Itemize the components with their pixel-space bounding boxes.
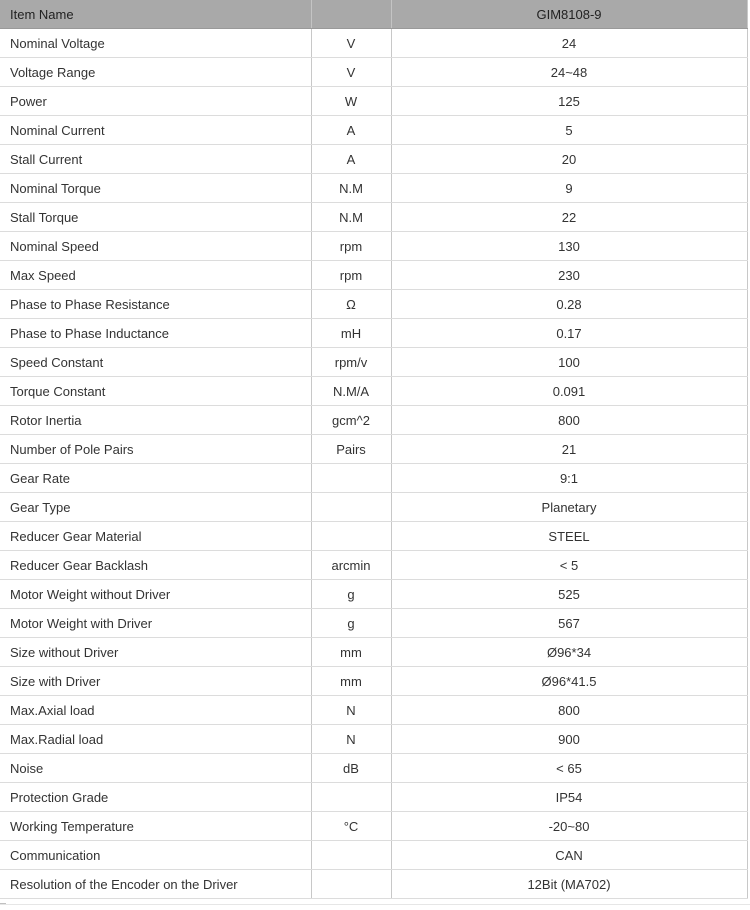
spec-item-name: Working Temperature [0,812,311,841]
spec-value: STEEL [391,522,747,551]
spec-item-name: Nominal Current [0,116,311,145]
table-row [0,29,747,58]
spec-value: 24~48 [391,58,747,87]
spec-item-name: Motor Weight without Driver [0,580,311,609]
spec-value: 125 [391,87,747,116]
spec-item-name: Number of Pole Pairs [0,435,311,464]
spec-unit: Pairs [311,435,391,464]
spec-unit [311,870,391,899]
spec-unit: N.M [311,174,391,203]
header-model: GIM8108-9 [391,0,747,29]
spec-unit: V [311,58,391,87]
spec-item-name: Motor Weight with Driver [0,609,311,638]
table-row [0,348,747,377]
spec-value: 525 [391,580,747,609]
table-row [0,870,747,899]
spec-value: 22 [391,203,747,232]
table-row [0,522,747,551]
table-row [0,754,747,783]
spec-value: 0.17 [391,319,747,348]
spec-item-name: Size without Driver [0,638,311,667]
spec-value: 21 [391,435,747,464]
spec-item-name: Torque Constant [0,377,311,406]
spec-unit: A [311,145,391,174]
spec-value: 0.28 [391,290,747,319]
spec-value: 0.091 [391,377,747,406]
spec-unit: mH [311,319,391,348]
table-row [0,841,747,870]
table-row [0,290,747,319]
spec-item-name: Size with Driver [0,667,311,696]
spec-value: < 5 [391,551,747,580]
spec-unit: N.M/A [311,377,391,406]
table-row [0,377,747,406]
table-row [0,406,747,435]
table-row [0,464,747,493]
spec-unit [311,464,391,493]
spec-value: 24 [391,29,747,58]
corner-mark [0,903,6,904]
spec-value: 9:1 [391,464,747,493]
header-item-name: Item Name [0,0,311,29]
header-unit [311,0,391,29]
spec-unit [311,783,391,812]
table-row [0,783,747,812]
table-row [0,203,747,232]
spec-value: 800 [391,696,747,725]
table-row [0,812,747,841]
spec-item-name: Speed Constant [0,348,311,377]
spec-item-name: Power [0,87,311,116]
spec-unit: N [311,725,391,754]
table-row [0,87,747,116]
table-row [0,725,747,754]
table-row [0,493,747,522]
spec-unit: mm [311,638,391,667]
spec-unit: rpm/v [311,348,391,377]
spec-unit: N [311,696,391,725]
spec-unit: gcm^2 [311,406,391,435]
table-row [0,435,747,464]
table-row [0,551,747,580]
spec-item-name: Stall Current [0,145,311,174]
spec-item-name: Reducer Gear Material [0,522,311,551]
spec-value: 900 [391,725,747,754]
spec-value: Planetary [391,493,747,522]
header-row [0,0,747,29]
spec-unit: °C [311,812,391,841]
spec-unit: g [311,609,391,638]
spec-item-name: Nominal Torque [0,174,311,203]
spec-value: -20~80 [391,812,747,841]
spec-value: 5 [391,116,747,145]
spec-unit: rpm [311,232,391,261]
spec-item-name: Nominal Voltage [0,29,311,58]
spec-item-name: Protection Grade [0,783,311,812]
spec-unit: dB [311,754,391,783]
spec-value: IP54 [391,783,747,812]
table-row [0,609,747,638]
spec-item-name: Phase to Phase Inductance [0,319,311,348]
spec-value: 567 [391,609,747,638]
spec-unit: N.M [311,203,391,232]
spec-item-name: Max.Radial load [0,725,311,754]
spec-unit [311,493,391,522]
spec-unit: mm [311,667,391,696]
spec-unit [311,522,391,551]
spec-unit: arcmin [311,551,391,580]
spec-value: Ø96*41.5 [391,667,747,696]
spec-unit: g [311,580,391,609]
spec-item-name: Resolution of the Encoder on the Driver [0,870,311,899]
spec-item-name: Noise [0,754,311,783]
spec-unit [311,841,391,870]
spec-item-name: Reducer Gear Backlash [0,551,311,580]
table-row [0,232,747,261]
spec-unit: rpm [311,261,391,290]
spec-value: 12Bit (MA702) [391,870,747,899]
table-row [0,261,747,290]
spec-table-body [0,29,747,899]
bottom-divider [0,904,750,905]
table-row [0,174,747,203]
table-row [0,580,747,609]
spec-item-name: Phase to Phase Resistance [0,290,311,319]
spec-value: Ø96*34 [391,638,747,667]
spec-item-name: Gear Rate [0,464,311,493]
spec-item-name: Gear Type [0,493,311,522]
table-row [0,145,747,174]
spec-value: < 65 [391,754,747,783]
spec-value: 230 [391,261,747,290]
table-row [0,696,747,725]
spec-value: 130 [391,232,747,261]
spec-value: 9 [391,174,747,203]
spec-value: 100 [391,348,747,377]
spec-item-name: Nominal Speed [0,232,311,261]
spec-value: CAN [391,841,747,870]
spec-unit: Ω [311,290,391,319]
spec-unit: A [311,116,391,145]
table-row [0,667,747,696]
spec-item-name: Communication [0,841,311,870]
spec-unit: V [311,29,391,58]
spec-value: 800 [391,406,747,435]
table-row [0,638,747,667]
spec-item-name: Voltage Range [0,58,311,87]
spec-value: 20 [391,145,747,174]
spec-table-header [0,0,747,29]
table-row [0,116,747,145]
spec-unit: W [311,87,391,116]
table-row [0,58,747,87]
spec-item-name: Max Speed [0,261,311,290]
spec-item-name: Max.Axial load [0,696,311,725]
spec-item-name: Rotor Inertia [0,406,311,435]
spec-item-name: Stall Torque [0,203,311,232]
table-row [0,319,747,348]
